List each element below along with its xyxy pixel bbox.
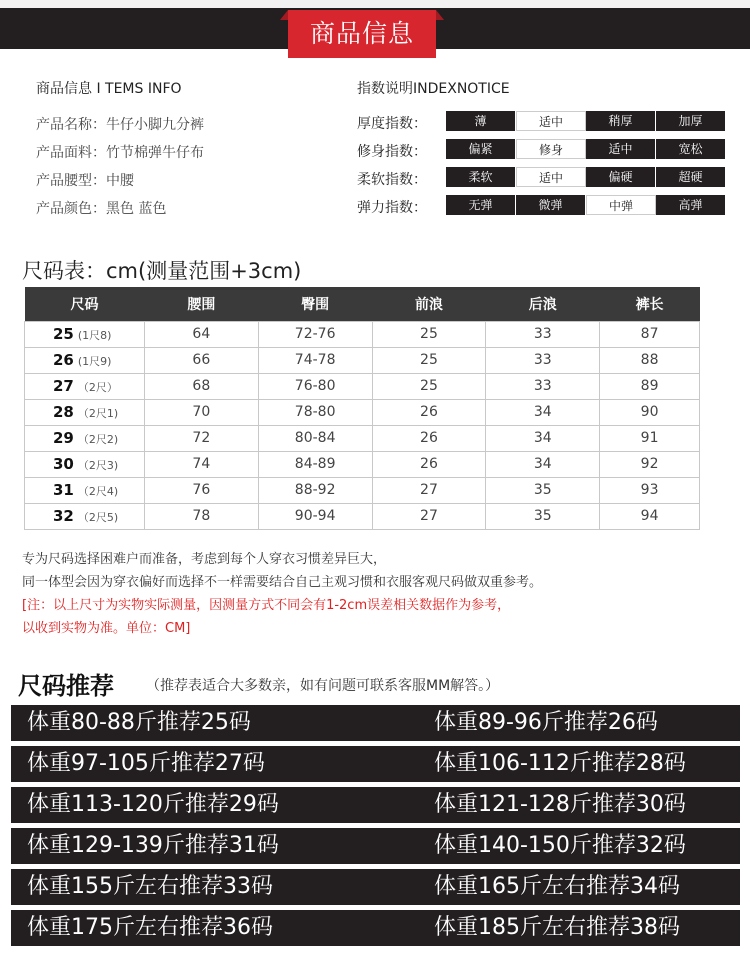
size-cell <box>25 321 145 347</box>
size-number: 28 <box>53 403 74 421</box>
index-option: 适中 <box>586 139 656 159</box>
index-label: 修身指数： <box>357 144 427 160</box>
recommend-item: 体重113-120斤推荐29码 <box>27 792 279 817</box>
recommend-row <box>11 746 740 782</box>
size-chinese-measure: （2尺） <box>77 381 118 394</box>
cell-back: 35 <box>486 477 600 503</box>
header-top-strip <box>0 0 750 8</box>
recommend-item: 体重89-96斤推荐26码 <box>434 710 658 735</box>
size-chinese-measure: （2尺2) <box>77 433 119 446</box>
cell-waist: 64 <box>144 321 258 347</box>
recommend-row <box>11 787 740 823</box>
size-cell <box>25 425 145 451</box>
recommend-row <box>11 828 740 864</box>
cell-front: 27 <box>372 503 486 529</box>
cell-hip: 80-84 <box>258 425 372 451</box>
col-header-size: 尺码 <box>25 287 145 321</box>
index-label: 弹力指数： <box>357 200 427 216</box>
recommend-item: 体重155斤左右推荐33码 <box>27 874 273 899</box>
index-option: 加厚 <box>656 111 726 131</box>
cell-waist: 74 <box>144 451 258 477</box>
section-title-tab: 商品信息 <box>288 10 436 58</box>
cell-back: 33 <box>486 347 600 373</box>
index-option: 无弹 <box>446 195 516 215</box>
index-option: 薄 <box>446 111 516 131</box>
cell-back: 34 <box>486 451 600 477</box>
cell-waist: 78 <box>144 503 258 529</box>
index-scale <box>446 167 726 187</box>
size-number: 31 <box>53 481 74 499</box>
cell-back: 34 <box>486 399 600 425</box>
cell-hip: 88-92 <box>258 477 372 503</box>
col-header-hip: 臀围 <box>258 287 372 321</box>
size-chinese-measure: （2尺1) <box>77 407 119 420</box>
cell-front: 26 <box>372 425 486 451</box>
index-option: 稍厚 <box>586 111 656 131</box>
cell-length: 88 <box>600 347 700 373</box>
size-chinese-measure: （2尺5) <box>77 511 119 524</box>
product-name: 产品名称：牛仔小脚九分裤 <box>36 117 204 133</box>
table-row <box>25 503 700 529</box>
index-scale <box>446 111 726 131</box>
index-notice-heading: 指数说明INDEXNOTICE <box>357 81 510 97</box>
cell-length: 91 <box>600 425 700 451</box>
index-option-selected: 适中 <box>516 111 586 131</box>
recommend-item: 体重80-88斤推荐25码 <box>27 710 251 735</box>
size-chinese-measure: （2尺4) <box>77 485 119 498</box>
size-number: 25 <box>53 325 74 343</box>
cell-front: 26 <box>372 451 486 477</box>
cell-length: 90 <box>600 399 700 425</box>
col-header-waist: 腰围 <box>144 287 258 321</box>
index-option: 微弹 <box>516 195 586 215</box>
index-label: 厚度指数： <box>357 116 427 132</box>
size-chinese-measure: （2尺3) <box>77 459 119 472</box>
product-waist: 产品腰型：中腰 <box>36 173 134 189</box>
recommend-item: 体重185斤左右推荐38码 <box>434 915 680 940</box>
size-number: 32 <box>53 507 74 525</box>
cell-hip: 90-94 <box>258 503 372 529</box>
recommend-item: 体重106-112斤推荐28码 <box>434 751 686 776</box>
cell-hip: 78-80 <box>258 399 372 425</box>
cell-hip: 76-80 <box>258 373 372 399</box>
table-row <box>25 321 700 347</box>
size-chart-table <box>24 287 700 530</box>
cell-back: 35 <box>486 503 600 529</box>
cell-waist: 72 <box>144 425 258 451</box>
recommend-item: 体重129-139斤推荐31码 <box>27 833 279 858</box>
size-chart-title: 尺码表：cm(测量范围+3cm) <box>22 259 302 283</box>
table-row <box>25 451 700 477</box>
cell-front: 27 <box>372 477 486 503</box>
cell-back: 33 <box>486 373 600 399</box>
index-option: 偏硬 <box>586 167 656 187</box>
index-option: 超硬 <box>656 167 726 187</box>
cell-waist: 68 <box>144 373 258 399</box>
cell-hip: 74-78 <box>258 347 372 373</box>
size-number: 29 <box>53 429 74 447</box>
cell-waist: 76 <box>144 477 258 503</box>
recommend-item: 体重165斤左右推荐34码 <box>434 874 680 899</box>
size-cell <box>25 451 145 477</box>
size-number: 30 <box>53 455 74 473</box>
recommend-title: 尺码推荐 <box>18 672 114 700</box>
cell-hip: 84-89 <box>258 451 372 477</box>
recommend-row <box>11 869 740 905</box>
note-red-line-2: 以收到实物为准。单位：CM] <box>22 621 191 636</box>
cell-length: 93 <box>600 477 700 503</box>
table-row <box>25 425 700 451</box>
cell-back: 34 <box>486 425 600 451</box>
cell-front: 25 <box>372 321 486 347</box>
cell-waist: 70 <box>144 399 258 425</box>
size-chinese-measure: (1尺8) <box>77 329 112 342</box>
recommend-item: 体重140-150斤推荐32码 <box>434 833 686 858</box>
product-info-heading: 商品信息 I TEMS INFO <box>36 81 182 97</box>
size-cell <box>25 373 145 399</box>
table-row <box>25 347 700 373</box>
recommend-row <box>11 705 740 741</box>
recommend-item: 体重121-128斤推荐30码 <box>434 792 686 817</box>
cell-length: 87 <box>600 321 700 347</box>
cell-length: 94 <box>600 503 700 529</box>
cell-front: 25 <box>372 347 486 373</box>
cell-length: 89 <box>600 373 700 399</box>
recommend-item: 体重175斤左右推荐36码 <box>27 915 273 940</box>
index-option-selected: 中弹 <box>586 195 656 215</box>
cell-hip: 72-76 <box>258 321 372 347</box>
cell-length: 92 <box>600 451 700 477</box>
recommend-note: （推荐表适合大多数亲，如有问题可联系客服MM解答。） <box>146 678 500 694</box>
index-scale <box>446 139 726 159</box>
note-red-line-1: [注：以上尺寸为实物实际测量，因测量方式不同会有1-2cm误差相关数据作为参考， <box>22 598 511 613</box>
index-option: 高弹 <box>656 195 726 215</box>
table-header-row <box>25 287 700 321</box>
col-header-length: 裤长 <box>600 287 700 321</box>
table-row <box>25 373 700 399</box>
cell-front: 25 <box>372 373 486 399</box>
product-color: 产品颜色：黑色 蓝色 <box>36 201 167 217</box>
cell-front: 26 <box>372 399 486 425</box>
note-line-2: 同一体型会因为穿衣偏好而选择不一样需要结合自己主观习惯和衣服客观尺码做双重参考。 <box>22 575 543 590</box>
index-option: 偏紧 <box>446 139 516 159</box>
col-header-back-rise: 后浪 <box>486 287 600 321</box>
recommend-item: 体重97-105斤推荐27码 <box>27 751 265 776</box>
recommend-row <box>11 910 740 946</box>
product-fabric: 产品面料：竹节棉弹牛仔布 <box>36 145 204 161</box>
index-option-selected: 修身 <box>516 139 586 159</box>
index-scale <box>446 195 726 215</box>
index-option: 宽松 <box>656 139 726 159</box>
size-number: 27 <box>53 377 74 395</box>
size-cell <box>25 347 145 373</box>
table-row <box>25 477 700 503</box>
col-header-front-rise: 前浪 <box>372 287 486 321</box>
size-number: 26 <box>53 351 74 369</box>
cell-waist: 66 <box>144 347 258 373</box>
size-cell <box>25 477 145 503</box>
index-option-selected: 适中 <box>516 167 586 187</box>
table-row <box>25 399 700 425</box>
size-cell <box>25 503 145 529</box>
index-label: 柔软指数： <box>357 172 427 188</box>
cell-back: 33 <box>486 321 600 347</box>
index-option: 柔软 <box>446 167 516 187</box>
size-cell <box>25 399 145 425</box>
size-chinese-measure: (1尺9) <box>77 355 112 368</box>
note-line-1: 专为尺码选择困难户而准备，考虑到每个人穿衣习惯差异巨大， <box>22 552 387 567</box>
